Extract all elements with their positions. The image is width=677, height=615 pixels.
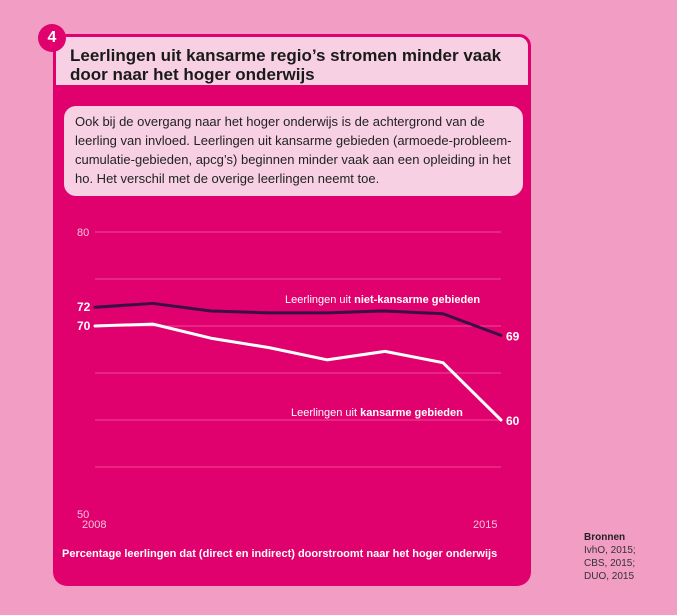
series-start-label: 72 — [77, 300, 91, 315]
line-chart — [53, 200, 531, 545]
series-name-bold: kansarme gebieden — [360, 407, 463, 419]
intro-text: Ook bij de overgang naar het hoger onderwijs is de achtergrond van de leerling van invloed. Leerlingen uit kansarme gebieden (armoede-probleem-cumulatie-gebieden, apcg’s) beginnen minder vaak aan een opleiding in het ho. Het verschil met de overige leerlingen neemt toe. — [64, 106, 523, 196]
source-line: DUO, 2015 — [584, 571, 635, 582]
series-name-prefix: Leerlingen uit — [285, 294, 355, 307]
series-start-label: 70 — [77, 319, 91, 333]
y-tick-label: 50 — [77, 509, 90, 521]
series-line — [95, 324, 501, 420]
series-name-label — [291, 407, 463, 419]
source-line: CBS, 2015; — [584, 558, 636, 569]
source-line: IvhO, 2015; — [584, 545, 636, 556]
series-name-prefix: Leerlingen uit — [291, 407, 361, 419]
chart-caption: Percentage leerlingen dat (direct en indirect) doorstroomt naar het hoger onderwijs — [62, 548, 498, 560]
series-line — [95, 303, 501, 335]
series-end-label: 60 — [506, 414, 520, 428]
series-end-label: 69 — [506, 329, 520, 344]
chart-number-badge: 4 — [38, 24, 66, 52]
sources-heading: Bronnen — [584, 532, 626, 543]
x-tick-label: 2015 — [473, 519, 498, 531]
chart-title: Leerlingen uit kansarme regio’s stromen minder vaak door naar het hoger onderwijs — [70, 46, 502, 84]
sources — [584, 531, 636, 583]
title-box — [53, 34, 531, 88]
series-name-bold: niet-kansarme gebieden — [354, 294, 481, 307]
y-tick-label: 80 — [77, 227, 90, 239]
x-tick-label: 2008 — [82, 519, 107, 531]
series-name-label — [285, 294, 480, 306]
